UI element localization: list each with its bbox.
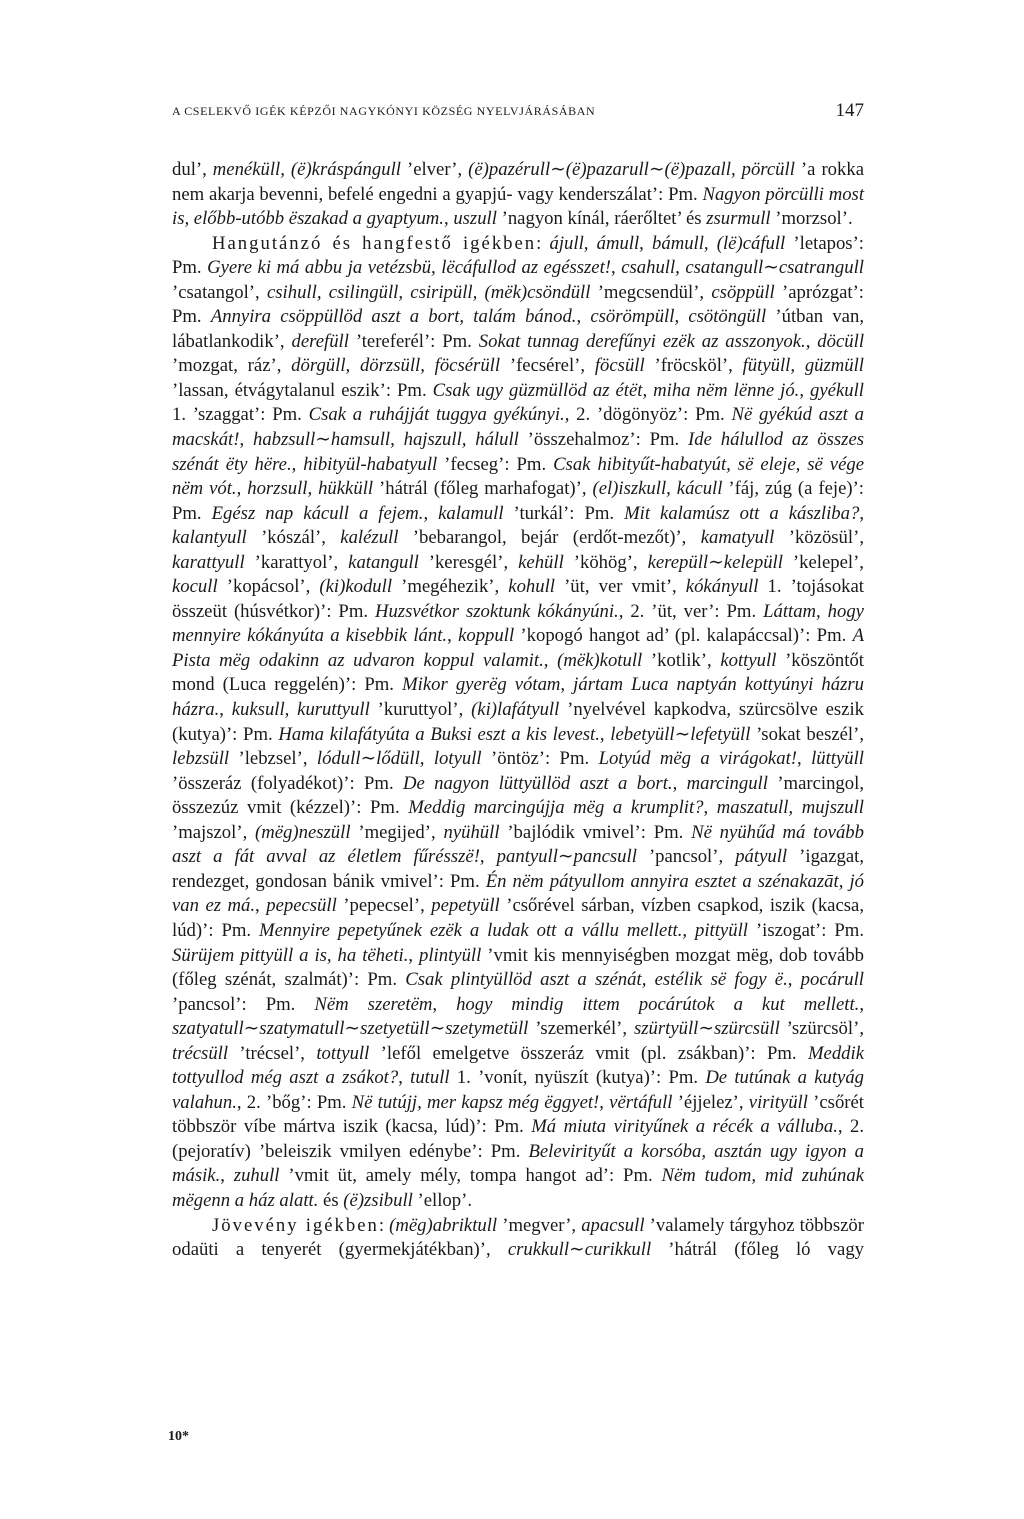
italic-term: marcingull	[686, 772, 768, 794]
italic-term: karattyull	[172, 551, 245, 573]
italic-term: Në tutújj, mer kapsz még ëggyet!	[351, 1091, 600, 1113]
section-lead: Hangutánzó és hangfestő igékben	[212, 232, 537, 254]
text-run: ,	[239, 429, 253, 451]
italic-term: Hama kilafátyúta a Buksi eszt a kis levest.	[278, 723, 600, 745]
italic-term: Nagyon pörcülli most is, előbb-utóbb ëszakad a gyaptyum.	[172, 183, 865, 230]
text-run: ’tereferél’: Pm.	[348, 330, 479, 352]
italic-term: kottyull	[720, 649, 777, 671]
text-run: ,	[255, 895, 267, 917]
italic-term: Meddik tottyullod még aszt a zsákot?	[172, 1042, 864, 1089]
italic-term: Csak hibityűt-habatyút, së eleje, së vége nëm vót.	[172, 453, 865, 500]
italic-term: lüttyüll	[811, 748, 865, 770]
italic-term: pittyüll	[695, 919, 748, 941]
italic-term: (ë)pazérull∼(ë)pazarull∼(ë)pazall, pörcüll	[468, 159, 795, 180]
text-run: ’köhög’,	[563, 551, 648, 573]
italic-term: Sokat tunnag derefűnyi ezëk az asszonyok.	[478, 330, 806, 352]
text-run: ’üt, ver vmit’,	[555, 576, 686, 598]
text-run: ’lefől emelgetve összeráz vmit (pl. zsákban)’: Pm.	[369, 1042, 808, 1064]
italic-term: kehüll	[518, 551, 564, 573]
italic-term: menéküll, (ë)kráspángull	[212, 159, 401, 180]
italic-term: horzsull, hükküll	[247, 478, 374, 500]
text-run: 1. ’vonít, nyüszít (kutya)’: Pm.	[449, 1067, 706, 1089]
text-run: ,	[672, 772, 687, 794]
text-run: ’lebzsel’,	[229, 748, 317, 770]
text-run: ’kelepel’,	[782, 551, 864, 573]
italic-term: Nëm szeretëm, hogy mindig ittem pocárútok a kut mellett.	[314, 993, 860, 1015]
text-run: ’pancsol’: Pm.	[172, 993, 315, 1015]
text-run: :	[536, 232, 550, 254]
italic-term: pátyull	[735, 846, 788, 868]
italic-term: maszatull, mujszull	[716, 797, 864, 819]
text-run: ’vmit kis mennyiségben mozgat mëg, dob tovább (főleg szénát, szalmát)’: Pm.	[172, 944, 865, 991]
italic-term: Én nëm pátyullom annyira esztet a szénakazāt, jó van ez má.	[172, 870, 864, 917]
italic-term: crukkull∼curikkull	[507, 1239, 652, 1261]
text-run: ,	[479, 846, 497, 868]
text-run: ’keresgél’,	[418, 551, 519, 573]
italic-term: (ki)lafátyull	[471, 699, 560, 721]
italic-term: (ë)zsibull	[343, 1189, 413, 1211]
italic-term: apacsull	[581, 1214, 645, 1236]
page-number: 147	[835, 100, 864, 121]
text-run: ’csőrét többször víbe mártva iszik (kacsa, lúd)’: Pm.	[172, 1091, 864, 1138]
italic-term: föcsüll	[594, 355, 645, 377]
italic-term: pocárull	[800, 969, 864, 991]
text-run: ,	[611, 257, 622, 279]
text-run: , 2. (pejoratív) ’beleiszik vmilyen edénybe’: Pm.	[172, 1116, 864, 1162]
text-run: ’nyelvével kapkodva, szürcsölve eszik (kutya)’: Pm.	[172, 699, 864, 745]
italic-term: Csak ugy güzmüllöd az étët, miha nëm lënne jó.	[432, 379, 800, 401]
text-run: ’mozgat, ráz’,	[172, 355, 292, 377]
italic-term: kerepüll∼kelepüll	[647, 551, 783, 573]
text-run: ’kotlik’,	[642, 649, 721, 671]
italic-term: dörgüll, dörzsüll, föcsérüll	[291, 355, 501, 377]
text-run: ’pepecsel’,	[336, 895, 432, 917]
text-run: ’valamely tárgyhoz többször odaüti a tenyerét (gyermekjátékban)’,	[172, 1214, 864, 1261]
italic-term: habzsull∼hamsull, hajszull, hálull	[252, 429, 519, 451]
italic-term: lebetyüll∼lefetyüll	[610, 723, 751, 745]
italic-term: zsurmull	[706, 208, 771, 230]
text-run: ’köszöntőt mond (Luca reggelén)’: Pm.	[172, 649, 864, 696]
text-run: ’bajlódik vmivel’: Pm.	[499, 821, 692, 843]
italic-term: csahull, csatangull∼csatrangull	[621, 257, 865, 279]
text-run: dul’,	[172, 159, 213, 180]
text-run: ’összeráz (folyadékot)’: Pm.	[172, 772, 404, 794]
text-run: ’közösül’,	[774, 527, 864, 549]
text-run: ’bebarangol, bejár (erdőt-mezőt)’,	[398, 527, 701, 549]
italic-term: fütyüll, güzmüll	[742, 355, 864, 377]
text-run: ,	[291, 453, 304, 475]
italic-term: A Pista mëg odakinn az udvaron koppul valamit.	[172, 625, 864, 671]
text-run: ’csőrével sárban, vízben csapkod, iszik (kacsa, lúd)’: Pm.	[172, 895, 865, 941]
text-run: ,	[703, 797, 717, 819]
text-run: ’a rokka nem akarja bevenni, befelé engedni a gyapjú- vagy kenderszálat’: Pm.	[172, 159, 865, 205]
text-run: ’kuruttyol’,	[369, 699, 472, 721]
italic-term: (mëk)kotull	[557, 649, 643, 671]
text-run: ’marcingol, összezúz vmit (kézzel)’: Pm.	[172, 772, 864, 819]
italic-term: Meddig marcingújja mëg a krumplit?	[408, 797, 704, 819]
text-run: ,	[796, 748, 812, 770]
italic-term: derefüll	[291, 330, 349, 352]
italic-term: csöppüll	[711, 281, 775, 303]
italic-term: Në gyékúd aszt a macskát!	[172, 404, 864, 451]
italic-term: kamatyull	[700, 527, 775, 549]
text-run: ’kopácsol’,	[217, 576, 320, 598]
body-text	[172, 158, 864, 1263]
text-run: ’megijed’,	[350, 821, 444, 843]
italic-term: Mit kalamúsz ott a kászliba?	[624, 502, 860, 524]
italic-term: kalantyull	[172, 527, 247, 549]
italic-term: pepetyüll	[431, 895, 500, 917]
text-run: ’pancsol’,	[636, 846, 736, 868]
text-run: ,	[599, 723, 611, 745]
italic-term: kuksull, kuruttyull	[231, 699, 370, 721]
text-run: ,	[787, 969, 801, 991]
italic-term: Ide hálullod az összes szénát ëty hëre.	[172, 429, 865, 475]
text-run: ’turkál’: Pm.	[503, 502, 625, 524]
text-run: ’összehalmoz’: Pm.	[518, 429, 689, 451]
italic-term: (ki)kodull	[319, 576, 393, 598]
text-run: ’megver’,	[497, 1214, 582, 1236]
text-run: ’megcsendül’,	[590, 281, 712, 303]
italic-term: döcüll	[817, 330, 865, 352]
italic-term: kalézull	[340, 527, 399, 549]
italic-term: kalamull	[438, 502, 504, 524]
italic-term: tottyull	[316, 1042, 370, 1064]
italic-term: Nëm tudom, mid zuhúnak mëgenn a ház alatt.	[172, 1165, 864, 1211]
italic-term: (mëg)neszüll	[255, 821, 351, 843]
text-run: ,	[799, 379, 811, 401]
text-run: ’majszol’,	[172, 821, 256, 843]
text-run: ,	[859, 502, 864, 524]
italic-term: plintyüll	[419, 944, 482, 966]
text-run: ,	[220, 1165, 234, 1187]
italic-term: De nagyon lüttyüllöd aszt a bort.	[403, 772, 673, 794]
italic-term: Egész nap kácull a fejem.	[211, 502, 424, 524]
text-run: ’aprózgat’: Pm.	[172, 281, 864, 328]
text-run: ’megéhezik’,	[392, 576, 509, 598]
text-run: 1. ’szaggat’: Pm.	[172, 404, 309, 426]
italic-term: kocull	[172, 576, 218, 598]
text-run: ’trécsel’,	[228, 1042, 317, 1064]
text-run: ’hátrál (főleg marhafogat)’,	[373, 478, 593, 500]
signature-mark: 10*	[168, 1429, 189, 1444]
text-run: ’igazgat, rendezget, gondosan bánik vmivel’: Pm.	[172, 846, 865, 892]
text-run: ’szemerkél’,	[528, 1018, 634, 1040]
text-run: 1. ’tojásokat összeüt (húsvétkor)’: Pm.	[172, 576, 864, 622]
page-header	[172, 100, 864, 128]
text-run: ’iszogat’: Pm.	[747, 919, 865, 941]
text-run: ’útban van, lábatlankodik’,	[172, 306, 864, 352]
italic-term: lebzsüll	[172, 748, 230, 770]
italic-term: kohull	[508, 576, 555, 598]
text-run: ,	[408, 944, 420, 966]
italic-term: trécsüll	[172, 1042, 229, 1064]
text-run: ,	[859, 993, 864, 1015]
italic-term: katangull	[348, 551, 419, 573]
italic-term: koppull	[458, 625, 515, 647]
italic-term: De tutúnak a kutyág valahun.	[172, 1067, 865, 1113]
italic-term: Láttam, hogy mennyire kókányúta a kisebbik lánt.	[172, 600, 864, 647]
italic-term: (el)iszkull, kácull	[592, 478, 723, 500]
italic-term: tutull	[410, 1067, 450, 1089]
italic-term: Huzsvétkor szoktunk kókányúni.	[374, 600, 619, 622]
text-run: ’fröcsköl’,	[644, 355, 743, 377]
text-run: ’kopogó hangot ad’ (pl. kalapáccsal)’: Pm.	[514, 625, 853, 647]
text-run: ’fáj, zúg (a feje)’: Pm.	[172, 478, 864, 524]
text-run: , 2. ’bőg’: Pm.	[236, 1091, 352, 1113]
italic-term: szatyatull∼szatymatull∼szetyetüll∼szetymetüll	[172, 1018, 529, 1040]
section-lead: Jövevény igékben	[212, 1214, 379, 1236]
text-run: ’morzsol’.	[770, 208, 853, 230]
italic-term: pantyull∼pancsull	[496, 846, 637, 868]
text-run: :	[378, 1214, 390, 1236]
paragraph-2	[172, 232, 864, 1214]
text-run: ,	[805, 330, 818, 352]
text-run: ,	[398, 1067, 411, 1089]
text-run: , 2. ’üt, ver’: Pm.	[618, 600, 764, 622]
italic-term: Mennyire pepetyűnek ezëk a ludak ott a vállu mellett.	[259, 919, 683, 941]
italic-term: csihull, csilingüll, csiripüll, (mëk)csöndüll	[266, 281, 591, 303]
text-run: ’fecsérel’,	[500, 355, 595, 377]
italic-term: uszull	[453, 208, 497, 230]
italic-term: Csak a ruhájját tuggya gyékúnyi.	[308, 404, 565, 426]
italic-term: gyékull	[810, 379, 864, 401]
text-run: ,	[236, 478, 248, 500]
italic-term: Mikor gyerëg vótam, jártam Luca naptyán kottyúnyi házru házra.	[172, 674, 864, 721]
italic-term: nyühüll	[443, 821, 500, 843]
italic-term: szürtyüll∼szürcsüll	[633, 1018, 780, 1040]
paragraph-3	[172, 1214, 864, 1263]
italic-term: Gyere ki má abbu ja vetézsbü, lëcáfullod az egésszet!	[207, 257, 612, 279]
italic-term: Belevirityűt a korsóba, asztán ugy igyon a másik.	[172, 1140, 864, 1187]
italic-term: lódull∼lődüll, lotyull	[316, 748, 482, 770]
text-run: ,	[543, 649, 558, 671]
text-run: ’hátrál (főleg ló vagy	[651, 1239, 865, 1261]
text-run: ’karattyol’,	[244, 551, 349, 573]
italic-term: csörömpüll, csötöngüll	[590, 306, 767, 328]
text-run: ’ellop’.	[412, 1189, 473, 1211]
italic-term: Lotyúd mëg a virágokat!	[598, 748, 797, 770]
text-run: ’fecseg’: Pm.	[437, 453, 554, 475]
text-run: ,	[682, 919, 696, 941]
text-run: ’elver’,	[400, 159, 469, 180]
text-run: , 2. ’dögönyöz’: Pm.	[564, 404, 732, 426]
text-run: ,	[576, 306, 591, 328]
text-run: ,	[423, 502, 439, 524]
text-run: ,	[447, 625, 459, 647]
text-run: ,	[599, 1091, 610, 1113]
italic-term: (mëg)abriktull	[389, 1214, 498, 1236]
text-run: ’csatangol’,	[172, 281, 267, 303]
text-run: ,	[219, 699, 232, 721]
text-run: ’nagyon kínál, ráerőltet’ és	[496, 208, 707, 230]
running-head: A CSELEKVŐ IGÉK KÉPZŐI NAGYKÓNYI KÖZSÉG NYELVJÁRÁSÁBAN	[172, 104, 596, 118]
italic-term: Má miuta virityűnek a récék a válluba.	[531, 1116, 838, 1138]
text-run: ,	[443, 208, 454, 230]
text-run: ’letapos’: Pm.	[172, 232, 864, 279]
italic-term: Në nyühűd má tovább aszt a fát avval az életlem fűrésszë!	[172, 821, 864, 868]
text-run: ’kószál’,	[246, 527, 341, 549]
text-run: ’lassan, étvágytalanul eszik’: Pm.	[172, 379, 433, 401]
text-run: ’éjjelez’,	[672, 1091, 749, 1113]
text-run: ’öntöz’: Pm.	[481, 748, 599, 770]
text-run: és	[318, 1189, 344, 1211]
italic-term: Sürüjem pittyüll a is, ha tëheti.	[172, 944, 409, 966]
text-run: ’sokat beszél’,	[750, 723, 865, 745]
italic-term: Annyira csöppüllöd aszt a bort, talám bánod.	[210, 306, 577, 328]
italic-term: pepecsüll	[266, 895, 337, 917]
paragraph-1	[172, 158, 864, 232]
italic-term: Csak plintyüllöd aszt a szénát, estélik së fogy ë.	[405, 969, 788, 991]
text-run: ’vmit üt, amely mély, tompa hangot ad’: Pm.	[279, 1165, 662, 1187]
italic-term: vërtáfull	[609, 1091, 673, 1113]
italic-term: ájull, ámull, bámull, (lë)cáfull	[549, 232, 786, 254]
text-run: ’szürcsöl’,	[779, 1018, 864, 1040]
italic-term: hibityül-habatyull	[303, 453, 438, 475]
italic-term: kókányull	[685, 576, 759, 598]
italic-term: zuhull	[233, 1165, 280, 1187]
italic-term: virityüll	[748, 1091, 808, 1113]
